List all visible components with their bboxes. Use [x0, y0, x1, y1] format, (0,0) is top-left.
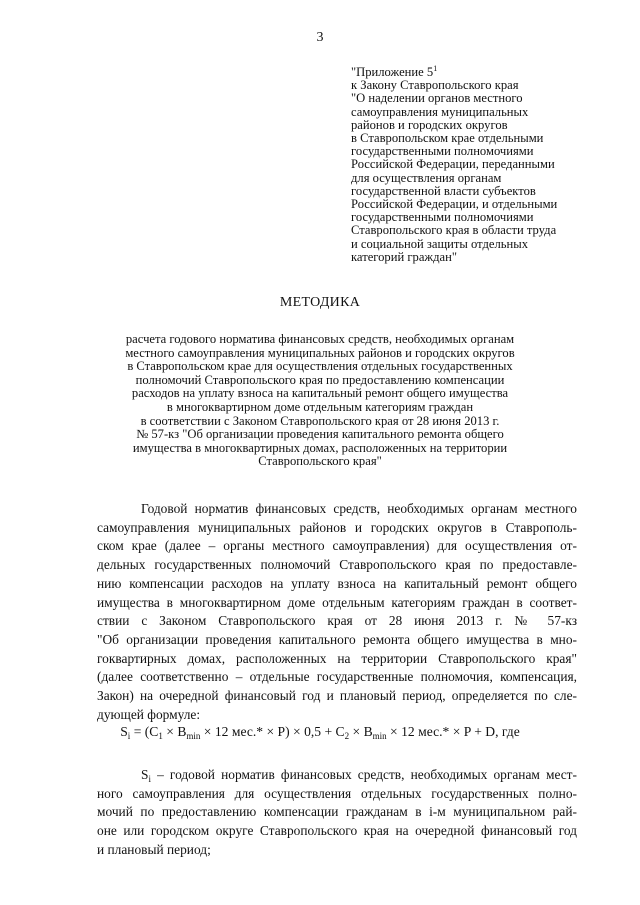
subtitle-line: местного самоуправления муниципальных районов и городских округов	[125, 345, 515, 360]
formula-subscript: min	[186, 731, 201, 741]
variable-subscript: i	[148, 774, 151, 784]
appendix-title: "Приложение 5	[351, 65, 434, 79]
appendix-line: категорий граждан"	[351, 249, 457, 264]
paragraph-line: оне или городском округе Ставропольского края на очередной финансовый год	[97, 823, 577, 839]
appendix-line: Российской Федерации, и отдельными	[351, 197, 558, 212]
formula-part: S	[120, 724, 128, 739]
paragraph-line: (далее соответственно – отдельные государственные полномочия, компенсация,	[97, 669, 577, 685]
paragraph-line: ного самоуправления для осуществления отдельных государственных полно-	[97, 785, 577, 801]
appendix-superscript: 1	[433, 64, 438, 73]
paragraph-definition-si	[97, 766, 577, 860]
appendix-line: районов и городских округов	[351, 117, 508, 132]
variable-symbol: S	[141, 767, 149, 782]
paragraph-line: ском крае (далее – органы местного самоуправления) для осуществления от-	[97, 538, 577, 554]
subtitle-line: в многоквартирном доме отдельным категориям граждан	[166, 399, 474, 414]
formula-subscript: i	[127, 731, 131, 741]
paragraph-line	[97, 766, 577, 785]
formula-subscript: 2	[344, 731, 350, 741]
paragraph-line: дующей формуле:	[97, 706, 201, 722]
paragraph-line: имущества в многоквартирном доме отдельным категориям граждан в соответ-	[97, 594, 577, 610]
formula-subscript: min	[372, 731, 387, 741]
paragraph-line: самоуправления муниципальных районов и городских округов в Ставрополь-	[97, 519, 577, 535]
subtitle-line: полномочий Ставропольского края по предоставлению компенсации	[135, 372, 505, 387]
paragraph-line: Закон) на очередной финансовый год и плановый период, определяется по сле-	[97, 688, 577, 704]
subtitle-line: в Ставропольском крае для осуществления отдельных государственных	[127, 359, 513, 374]
paragraph-line: и плановый период;	[97, 841, 211, 857]
formula-part: × B	[349, 724, 373, 739]
appendix-line: государственной власти субъектов	[351, 183, 536, 198]
appendix-line: к Закону Ставропольского края	[351, 78, 519, 93]
paragraph-line: мочий по предоставлению компенсации гражданам в i-м муниципальном рай-	[97, 804, 577, 820]
appendix-line: государственными полномочиями	[351, 144, 534, 159]
appendix-line: Российской Федерации, переданными	[351, 157, 555, 172]
appendix-line: Ставропольского края в области труда	[351, 223, 557, 238]
subtitle-line: в соответствии с Законом Ставропольского края от 28 июня 2013 г.	[140, 413, 500, 428]
subtitle-line: расходов на уплату взноса на капитальный ремонт общего имущества	[131, 386, 509, 401]
subtitle-line: имущества в многоквартирных домах, расположенных на территории	[132, 440, 508, 455]
appendix-line: для осуществления органам	[351, 170, 502, 185]
formula-part: × B	[162, 724, 187, 739]
appendix-line: "О наделении органов местного	[351, 91, 523, 106]
paragraph-line: ствии с Законом Ставропольского края от 28 июня 2013 г. № 57-кз	[97, 613, 577, 629]
subtitle-line: Ставропольского края"	[258, 454, 382, 469]
document-subtitle	[90, 333, 550, 469]
paragraph-line: нию компенсации расходов на уплату взноса на капитальный ремонт общего	[97, 575, 577, 591]
paragraph-formula-intro	[97, 500, 577, 724]
formula-part: × 12 мес.* × P) × 0,5 + C	[200, 724, 345, 739]
formula-part: = (C	[130, 724, 159, 739]
calculation-formula	[0, 724, 640, 740]
appendix-line: в Ставропольском крае отдельными	[351, 131, 544, 146]
appendix-line: самоуправления муниципальных	[351, 104, 529, 119]
paragraph-line: Годовой норматив финансовых средств, необходимых органам местного	[141, 501, 577, 516]
formula-part: × 12 мес.* × P + D, где	[386, 724, 520, 739]
subtitle-line: расчета годового норматива финансовых средств, необходимых органам	[125, 332, 515, 346]
appendix-line: и социальной защиты отдельных	[351, 236, 529, 251]
paragraph-line: дельных государственных полномочий Ставропольского края по предоставле-	[97, 557, 577, 573]
appendix-header	[351, 66, 621, 264]
page-number: 3	[316, 30, 324, 45]
appendix-line: государственными полномочиями	[351, 210, 534, 225]
formula-subscript: 1	[158, 731, 163, 741]
document-title: МЕТОДИКА	[279, 295, 361, 310]
paragraph-line: гоквартирных домах, расположенных на территории Ставропольского края"	[97, 650, 577, 666]
definition-text: – годовой норматив финансовых средств, необходимых органам мест-	[150, 767, 577, 782]
paragraph-line: "Об организации проведения капитального ремонта общего имущества в мно-	[97, 631, 577, 647]
subtitle-line: № 57-кз "Об организации проведения капитального ремонта общего	[136, 427, 504, 442]
